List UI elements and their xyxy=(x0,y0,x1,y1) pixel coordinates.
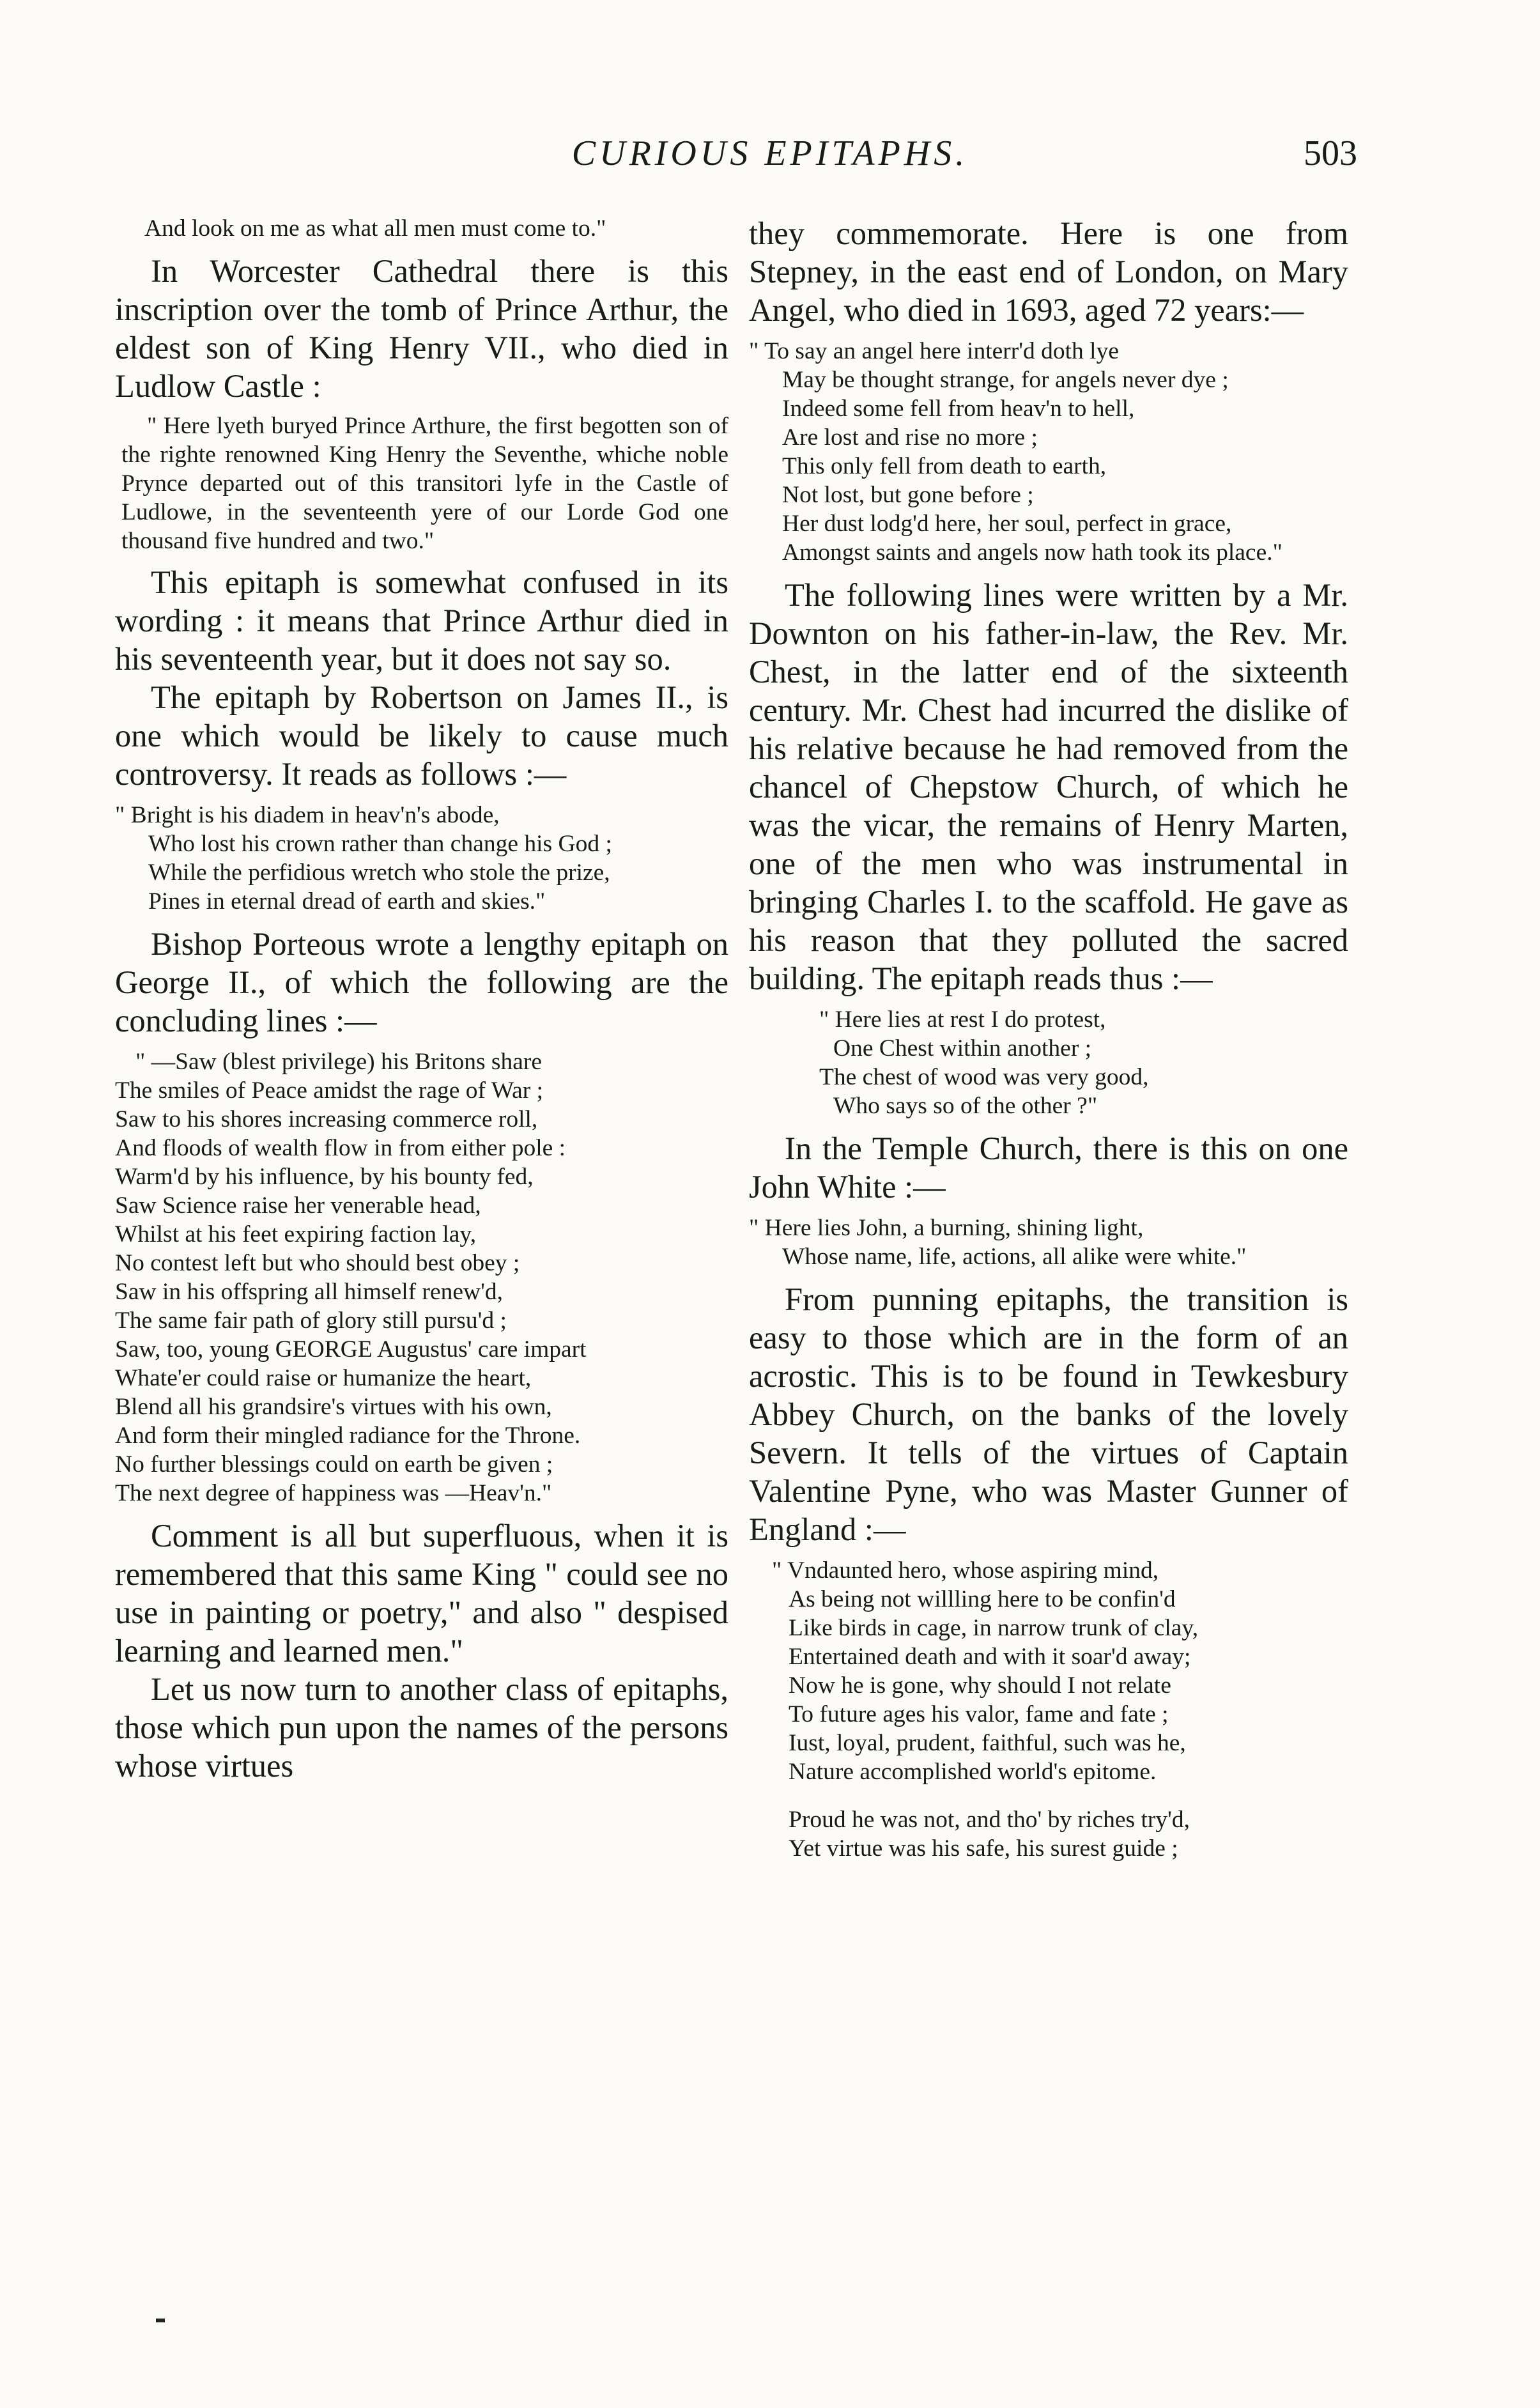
paragraph-worcester: In Worcester Cathedral there is this inscription over the tomb of Prince Arthur, the eldest son of King Henry VII., who died in Ludlow Castle : xyxy=(115,253,728,404)
paragraph-confused: This epitaph is somewhat confused in its wording : it means that Prince Arthur died in his seventeenth year, but it does not say so. xyxy=(115,564,728,677)
continued-quote: And look on me as what all men must come to." xyxy=(144,215,606,242)
paragraph-porteous: Bishop Porteous wrote a lengthy epitaph on George II., of which the following are the concluding lines :— xyxy=(115,926,728,1038)
verse-line: This only fell from death to earth, xyxy=(782,453,1107,479)
verse-line: Iust, loyal, prudent, faithful, such was he, xyxy=(789,1730,1186,1756)
paragraph-pun-epitaphs: Let us now turn to another class of epitaphs, those which pun upon the names of the persons whose virtues xyxy=(115,1671,728,1784)
verse-line: " Vndaunted hero, whose aspiring mind, xyxy=(772,1557,1159,1584)
verse-line: Like birds in cage, in narrow trunk of clay, xyxy=(789,1615,1199,1641)
verse-line: Not lost, but gone before ; xyxy=(782,482,1034,508)
quote-prince-arthur: " Here lyeth buryed Prince Arthure, the first begotten son of the righte renowned King Henry the Seventhe, whiche noble Prynce departed out of this transitori lyfe in the Castle of Ludlowe, in the seventeenth yere of our Lorde God one thousand five hundred and two." xyxy=(121,413,728,554)
verse-line: Yet virtue was his safe, his surest guide ; xyxy=(789,1835,1178,1862)
verse-line: While the perfidious wretch who stole the prize, xyxy=(148,860,610,886)
verse-line: One Chest within another ; xyxy=(833,1035,1092,1061)
verse-line: Who says so of the other ?" xyxy=(833,1093,1098,1119)
verse-line: Saw in his offspring all himself renew'd, xyxy=(115,1279,504,1305)
verse-line: Saw, too, young GEORGE Augustus' care impart xyxy=(115,1336,587,1362)
verse-line: No contest left but who should best obey ; xyxy=(115,1250,520,1276)
verse-line: Warm'd by his influence, by his bounty fed, xyxy=(115,1164,534,1190)
verse-line: Are lost and rise no more ; xyxy=(782,424,1038,451)
running-header: CURIOUS EPITAPHS. xyxy=(571,134,969,173)
verse-line: Entertained death and with it soar'd away; xyxy=(789,1644,1191,1670)
verse-line: No further blessings could on earth be given ; xyxy=(115,1451,553,1478)
verse-line: " Bright is his diadem in heav'n's abode, xyxy=(115,802,500,828)
verse-line: And form their mingled radiance for the Throne. xyxy=(115,1423,581,1449)
verse-mary-angel xyxy=(749,337,1348,567)
verse-line: Amongst saints and angels now hath took its place." xyxy=(782,539,1282,566)
paragraph-stepney: they commemorate. Here is one from Stepney, in the east end of London, on Mary Angel, who died in 1693, aged 72 years:— xyxy=(749,215,1348,328)
left-column xyxy=(115,214,728,1785)
verse-line: Whose name, life, actions, all alike were white." xyxy=(782,1244,1247,1270)
verse-line: Blend all his grandsire's virtues with his own, xyxy=(115,1394,552,1420)
verse-line: The chest of wood was very good, xyxy=(819,1064,1149,1090)
paragraph-comment: Comment is all but superfluous, when it is remembered that this same King " could see no use in painting or poetry," and also " despised learning and learned men." xyxy=(115,1518,728,1669)
verse-line: Who lost his crown rather than change his God ; xyxy=(148,831,612,857)
verse-line: And floods of wealth flow in from either pole : xyxy=(115,1135,566,1161)
verse-line: Her dust lodg'd here, her soul, perfect in grace, xyxy=(782,511,1232,537)
verse-line: " To say an angel here interr'd doth lye xyxy=(749,338,1119,364)
verse-line: May be thought strange, for angels never dye ; xyxy=(782,367,1229,393)
printer-mark xyxy=(156,2319,165,2322)
paragraph-temple-church: In the Temple Church, there is this on one John White :— xyxy=(749,1131,1348,1205)
verse-line: " —Saw (blest privilege) his Britons share xyxy=(135,1049,543,1075)
verse-line: The same fair path of glory still pursu'd ; xyxy=(115,1308,507,1334)
verse-line: Now he is gone, why should I not relate xyxy=(789,1672,1171,1699)
verse-line: Whilst at his feet expiring faction lay, xyxy=(115,1221,477,1247)
verse-line: The next degree of happiness was —Heav'n." xyxy=(115,1480,552,1506)
verse-line: Pines in eternal dread of earth and skies." xyxy=(148,888,546,915)
verse-acrostic-pyne xyxy=(749,1556,1348,1863)
verse-line: Saw to his shores increasing commerce roll, xyxy=(115,1106,538,1132)
verse-line: Saw Science raise her venerable head, xyxy=(115,1192,481,1219)
verse-line: Nature accomplished world's epitome. xyxy=(789,1759,1157,1785)
verse-george-ii xyxy=(115,1047,728,1508)
verse-line: Proud he was not, and tho' by riches try'd, xyxy=(789,1807,1190,1833)
paragraph-acrostic-intro: From punning epitaphs, the transition is easy to those which are in the form of an acrostic. This is to be found in Tewkesbury Abbey Church, on the banks of the lovely Severn. It tells of the virtues of Captain Valentine Pyne, who was Master Gunner of England :— xyxy=(749,1281,1348,1547)
verse-line: Whate'er could raise or humanize the heart, xyxy=(115,1365,532,1391)
verse-line: Indeed some fell from heav'n to hell, xyxy=(782,396,1135,422)
verse-line: " Here lies at rest I do protest, xyxy=(819,1007,1106,1033)
verse-chest xyxy=(749,1005,1348,1120)
page-number: 503 xyxy=(1304,134,1357,173)
right-column xyxy=(749,214,1348,1872)
paragraph-downton: The following lines were written by a Mr. Downton on his father-in-law, the Rev. Mr. Chest, in the latter end of the sixteenth century. Mr. Chest had incurred the dislike of his relative because he had removed from the chancel of Chepstow Church, of which he was the vicar, the remains of Henry Marten, one of the men who was instrumental in bringing Charles I. to the scaffold. He gave as his reason that they polluted the sacred building. The epitaph reads thus :— xyxy=(749,577,1348,996)
verse-james-ii xyxy=(115,801,728,916)
stanza-break xyxy=(749,1786,1348,1805)
paragraph-robertson: The epitaph by Robertson on James II., is one which would be likely to cause much controversy. It reads as follows :— xyxy=(115,679,728,792)
verse-line: To future ages his valor, fame and fate ; xyxy=(789,1701,1169,1727)
verse-line: The smiles of Peace amidst the rage of War ; xyxy=(115,1077,544,1104)
verse-john-white xyxy=(749,1214,1348,1271)
verse-line: " Here lies John, a burning, shining light, xyxy=(749,1215,1144,1241)
verse-line: As being not willling here to be confin'd xyxy=(789,1586,1176,1612)
